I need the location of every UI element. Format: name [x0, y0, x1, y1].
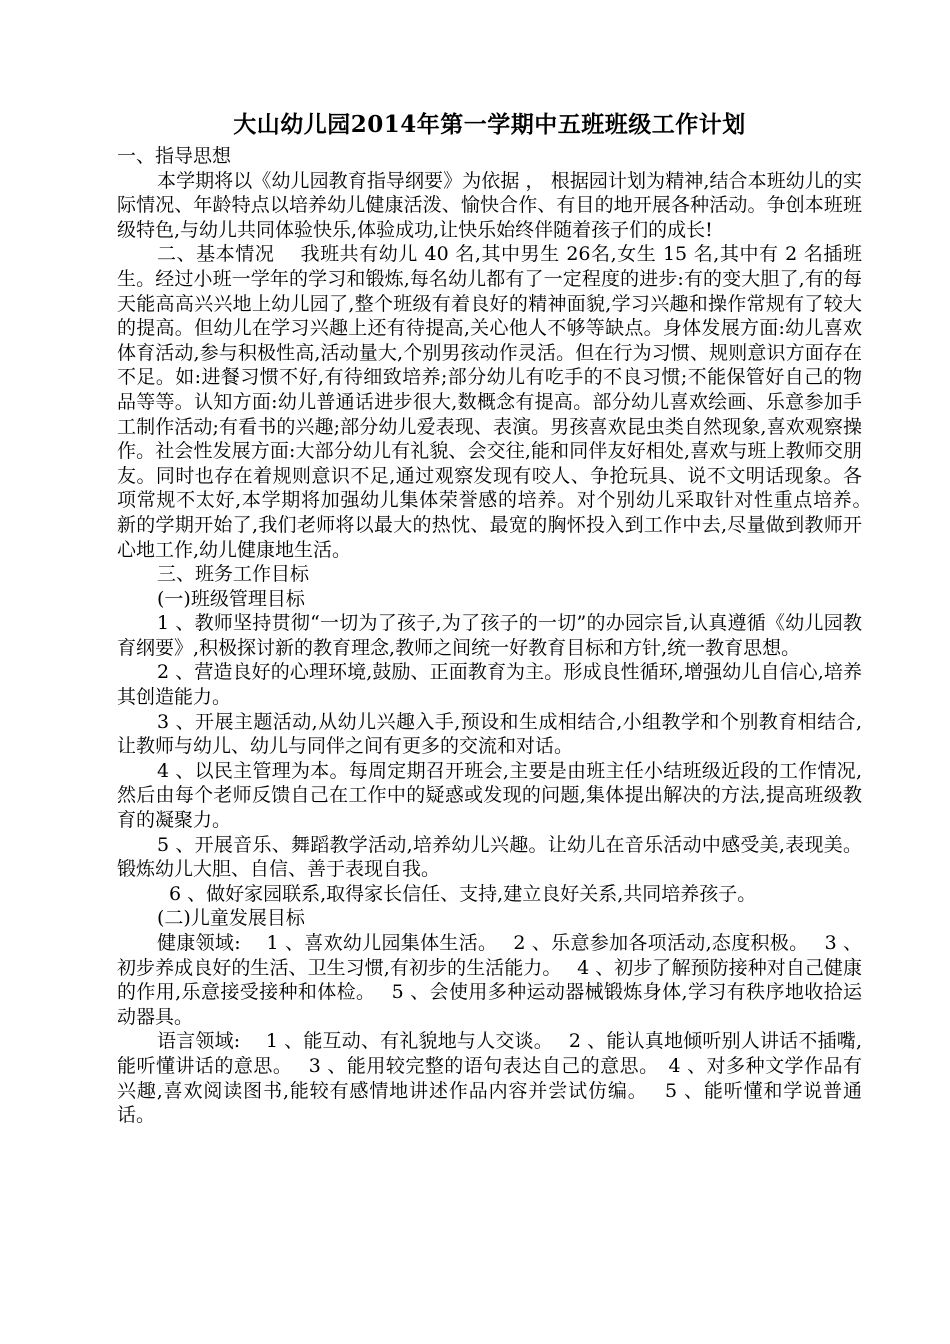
section1-body: 本学期将以《幼儿园教育指导纲要》为依据 ， 根据园计划为精神,结合本班幼儿的实际情况、年龄特点以培养幼儿健康活泼、愉快合作、有目的地开展各种活动。争创本班班级特色,与幼儿共同体验快乐,体验成功,让快乐始终伴随着孩子们的成长!	[117, 169, 862, 241]
management-item-2: 2 、营造良好的心理环境,鼓励、正面教育为主。形成良性循环,增强幼儿自信心,培养其创造能力。	[117, 661, 862, 709]
management-item-5: 5 、开展音乐、舞蹈教学活动,培养幼儿兴趣。让幼儿在音乐活动中感受美,表现美。锻炼幼儿大胆、自信、善于表现自我。	[117, 833, 862, 881]
document-title: 大山幼儿园2014年第一学期中五班班级工作计划	[233, 111, 746, 138]
management-item-1: 1 、教师坚持贯彻“一切为了孩子,为了孩子的一切”的办园宗旨,认真遵循《幼儿园教育纲要》,积极探讨新的教育理念,教师之间统一好教育目标和方针,统一教育思想。	[117, 612, 862, 659]
sub1-heading: (一)班级管理目标	[157, 587, 305, 610]
section3-heading: 三、班务工作目标	[157, 563, 310, 586]
management-item-4: 4 、以民主管理为本。每周定期召开班会,主要是由班主任小结班级近段的工作情况,然后由每个老师反馈自己在工作中的疑惑或发现的问题,集体提出解决的方法,提高班级教育的凝聚力。	[117, 759, 862, 832]
sub2-heading: (二)儿童发展目标	[157, 907, 305, 930]
management-item-6: 6 、做好家园联系,取得家长信任、支持,建立良好关系,共同培养孩子。	[169, 882, 757, 905]
section2-body: 二、基本情况 我班共有幼儿 40 名,其中男生 26名,女生 15 名,其中有 2 名插班生。经过小班一学年的学习和锻炼,每名幼儿都有了一定程度的进步:有的变大胆了,有的每天能高高兴兴地上幼儿园了,整个班级有着良好的精神面貌,学习兴趣和操作常规有了较大的提高。但幼儿在学习兴趣上还有待提高,关心他人不够等缺点。身体发展方面:幼儿喜欢体育活动,参与积极性高,活动量大,个别男孩动作灵活。但在行为习惯、规则意识方面存在不足。如:进餐习惯不好,有待细致培养;部分幼儿有吃手的不良习惯;不能保管好自己的物品等等。认知方面:幼儿普通话进步很大,数概念有提高。部分幼儿喜欢绘画、乐意参加手工制作活动;有看书的兴趣;部分幼儿爱表现、表演。男孩喜欢昆虫类自然现象,喜欢观察操作。社会性发展方面:大部分幼儿有礼貌、会交往,能和同伴友好相处,喜欢与班上教师交朋友。同时也存在着规则意识不足,通过观察发现有咬人、争抢玩具、说不文明话现象。各项常规不太好,本学期将加强幼儿集体荣誉感的培养。对个别幼儿采取针对性重点培养。 新的学期开始了,我们老师将以最大的热忱、最宽的胸怀投入到工作中去,尽量做到教师开心地工作,幼儿健康地生活。	[117, 243, 888, 561]
section1-heading: 一、指导思想	[117, 145, 232, 167]
document-page	[117, 108, 888, 1128]
management-item-3: 3 、开展主题活动,从幼儿兴趣入手,预设和生成相结合,小组教学和个别教育相结合,让教师与幼儿、幼儿与同伴之间有更多的交流和对话。	[117, 710, 862, 758]
language-domain: 语言领域: 1 、能互动、有礼貌地与人交谈。 2 、能认真地倾听别人讲话不插嘴,能听懂讲话的意思。 3 、能用较完整的语句表达自己的意思。 4 、对多种文学作品有兴趣,喜欢阅读图书,能较有感情地讲述作品内容并尝试仿编。 5 、能听懂和学说普通话。	[117, 1030, 862, 1127]
health-domain: 健康领域: 1 、喜欢幼儿园集体生活。 2 、乐意参加各项活动,态度积极。 3 、初步养成良好的生活、卫生习惯,有初步的生活能力。 4 、初步了解预防接种对自己健康的作用,乐意接受接种和体检。 5 、会使用多种运动器械锻炼身体,学习有秩序地收拾运动器具。	[117, 932, 862, 1028]
